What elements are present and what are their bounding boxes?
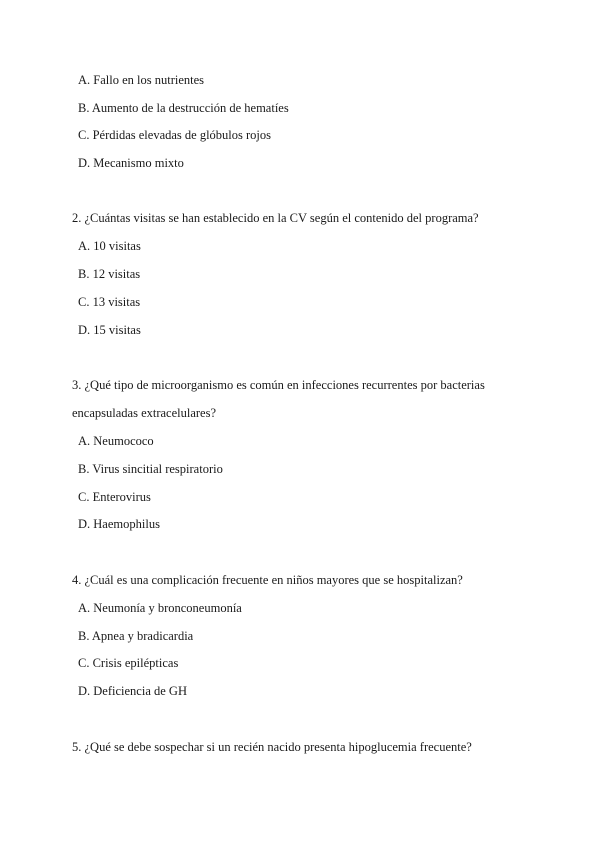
q3-text-line2: encapsuladas extracelulares? — [72, 406, 217, 420]
q1-option-a: A. Fallo en los nutrientes — [78, 73, 205, 87]
q1-option-b: B. Aumento de la destrucción de hematíes — [78, 101, 289, 115]
q4-option-b: B. Apnea y bradicardia — [78, 629, 194, 643]
q3-option-b: B. Virus sincitial respiratorio — [78, 462, 223, 476]
q3-option-d: D. Haemophilus — [78, 517, 160, 531]
q4-option-a: A. Neumonía y bronconeumonía — [78, 601, 242, 615]
q4-option-d: D. Deficiencia de GH — [78, 684, 187, 698]
q4-option-c: C. Crisis epilépticas — [78, 656, 179, 670]
q2-option-c: C. 13 visitas — [78, 295, 141, 309]
q3-option-c: C. Enterovirus — [78, 490, 151, 504]
q1-option-d: D. Mecanismo mixto — [78, 156, 184, 170]
q5-text: 5. ¿Qué se debe sospechar si un recién nacido presenta hipoglucemia frecuente? — [72, 740, 472, 754]
q2-option-b: B. 12 visitas — [78, 267, 141, 281]
q4-text: 4. ¿Cuál es una complicación frecuente en niños mayores que se hospitalizan? — [72, 573, 463, 587]
q1-option-c: C. Pérdidas elevadas de glóbulos rojos — [78, 128, 272, 142]
q2-option-d: D. 15 visitas — [78, 323, 141, 337]
q2-text: 2. ¿Cuántas visitas se han establecido en la CV según el contenido del programa? — [72, 211, 479, 225]
q3-text-line1: 3. ¿Qué tipo de microorganismo es común en infecciones recurrentes por bacterias — [72, 378, 485, 392]
q3-option-a: A. Neumococo — [78, 434, 154, 448]
q2-option-a: A. 10 visitas — [78, 239, 141, 253]
